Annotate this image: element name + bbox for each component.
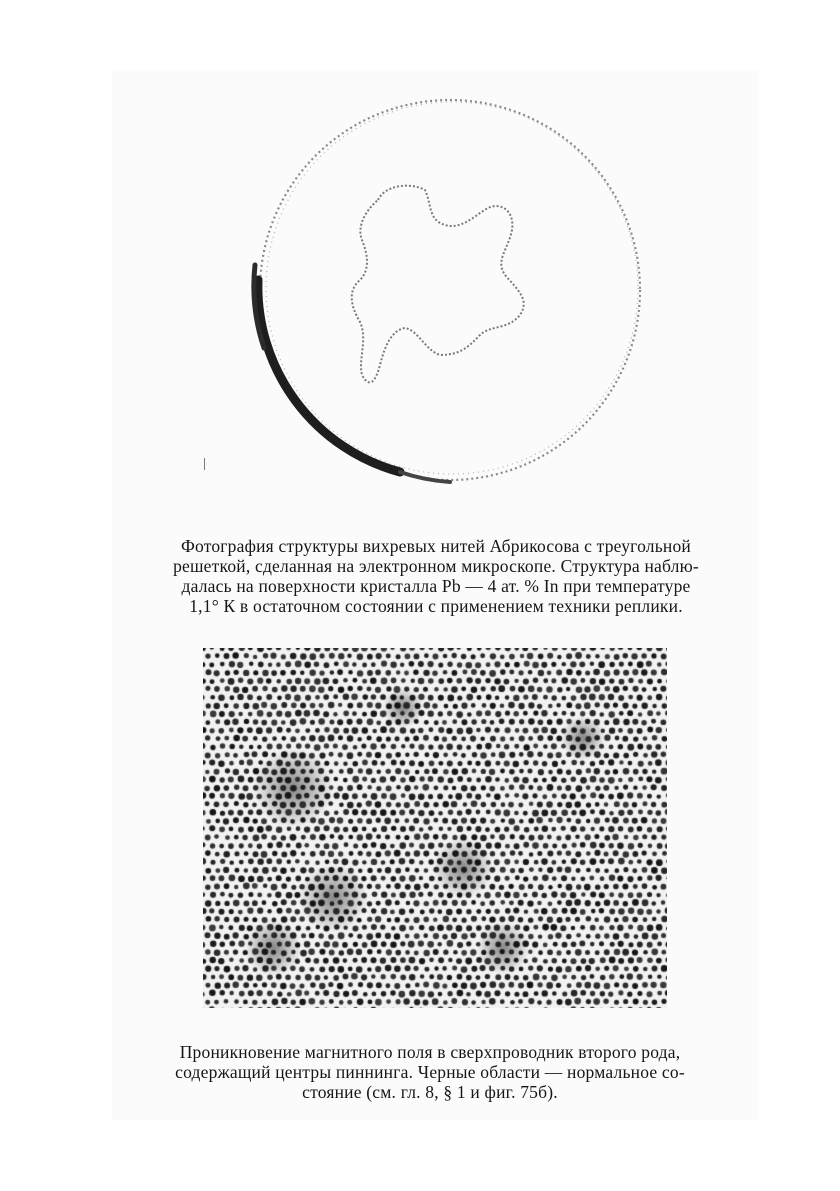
figure2-caption <box>122 1042 738 1102</box>
caption-line: решеткой, сделанная на электронном микроскопе. Структура наблю- <box>173 556 699 576</box>
dark-arc <box>258 280 400 472</box>
outer-ring-inner <box>266 102 638 474</box>
dark-arc-tail <box>400 472 450 482</box>
inner-outline <box>352 186 524 383</box>
caption-line: стояние (см. гл. 8, § 1 и фиг. 75б). <box>302 1082 558 1102</box>
caption-line: Фотография структуры вихревых нитей Абрикосова с треугольной <box>180 536 692 556</box>
flux-penetration-image <box>203 648 667 1008</box>
margin-mark <box>204 458 205 470</box>
flux-lattice-canvas <box>203 648 667 1008</box>
caption-line: Проникновение магнитного поля в сверхпроводник второго рода, <box>179 1042 681 1062</box>
vortex-lattice-micrograph <box>200 90 670 510</box>
figure1-caption <box>128 536 744 616</box>
caption-line: содержащий центры пиннинга. Черные области — нормальное со- <box>175 1062 685 1082</box>
caption-line: 1,1° К в остаточном состоянии с применением техники реплики. <box>189 596 683 616</box>
caption-line: далась на поверхности кристалла Pb — 4 ат. % In при температуре <box>181 576 691 596</box>
micrograph-drawing <box>200 90 670 510</box>
